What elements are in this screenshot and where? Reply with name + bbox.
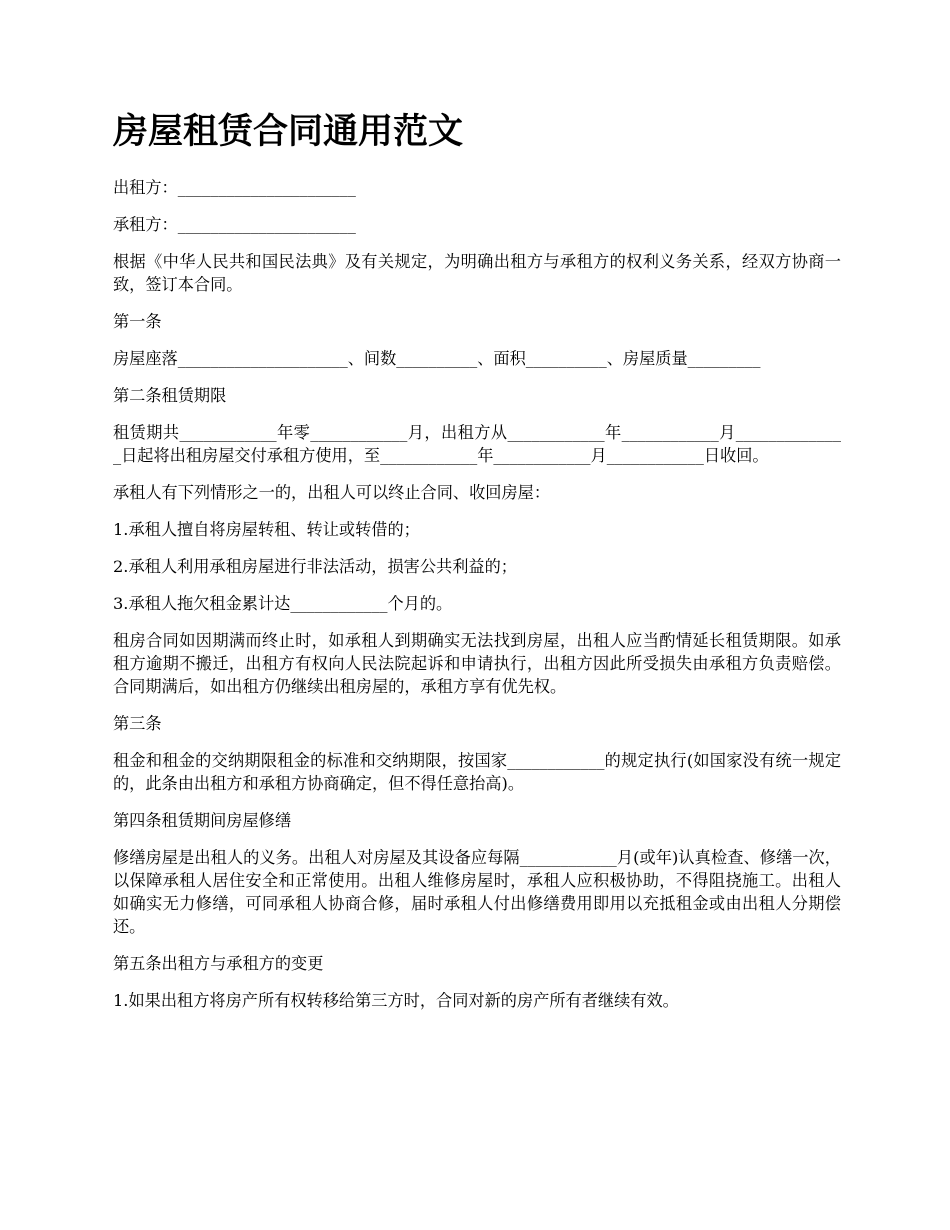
document-title: 房屋租赁合同通用范文 bbox=[113, 111, 464, 152]
document-page bbox=[113, 108, 841, 1026]
repair-paragraph: 修缮房屋是出租人的义务。出租人对房屋及其设备应每隔____________月(或年)认真检查、修缮一次，以保障承租人居住安全和正常使用。出租人维修房屋时，承租人应积极协助，不得阻挠施工。出租人如确实无力修缮，可同承租人协商合修，届时承租人付出修缮费用即用以充抵租金或由出租人分期偿还。 bbox=[113, 848, 841, 936]
article-1-paragraph: 房屋座落_____________________、间数__________、面积__________、房屋质量_________ bbox=[113, 349, 761, 368]
preamble-paragraph: 根据《中华人民共和国民法典》及有关规定，为明确出租方与承租方的权利义务关系，经双方协商一致，签订本合同。 bbox=[113, 252, 841, 294]
lessor-line: 出租方：______________________ bbox=[113, 178, 356, 197]
change-item-1: 1.如果出租方将房产所有权转移给第三方时，合同对新的房产所有者继续有效。 bbox=[113, 991, 679, 1010]
article-1-heading: 第一条 bbox=[113, 312, 162, 331]
article-5-heading: 第五条出租方与承租方的变更 bbox=[113, 954, 324, 973]
termination-item-1: 1.承租人擅自将房屋转租、转让或转借的； bbox=[113, 520, 420, 539]
lease-term-paragraph: 租赁期共____________年零____________月，出租方从____________年____________月______________日起将出租房屋交付承租方使用，至____________年____________月____________日收回。 bbox=[113, 423, 841, 465]
termination-item-3: 3.承租人拖欠租金累计达____________个月的。 bbox=[113, 594, 453, 613]
expiry-paragraph: 租房合同如因期满而终止时，如承租人到期确实无法找到房屋，出租人应当酌情延长租赁期限。如承租方逾期不搬迁，出租方有权向人民法院起诉和申请执行，出租方因此所受损失由承租方负责赔偿。合同期满后，如出租方仍继续出租房屋的，承租方享有优先权。 bbox=[113, 631, 841, 696]
lessee-line: 承租方：______________________ bbox=[113, 215, 356, 234]
article-2-heading: 第二条租赁期限 bbox=[113, 386, 227, 405]
termination-item-2: 2.承租人利用承租房屋进行非法活动，损害公共利益的； bbox=[113, 557, 517, 576]
article-3-heading: 第三条 bbox=[113, 714, 162, 733]
termination-intro-paragraph: 承租人有下列情形之一的，出租人可以终止合同、收回房屋： bbox=[113, 483, 551, 502]
rent-paragraph: 租金和租金的交纳期限租金的标准和交纳期限，按国家____________的规定执行(如国家没有统一规定的，此条由出租方和承租方协商确定，但不得任意抬高)。 bbox=[113, 751, 841, 793]
article-4-heading: 第四条租赁期间房屋修缮 bbox=[113, 811, 292, 830]
